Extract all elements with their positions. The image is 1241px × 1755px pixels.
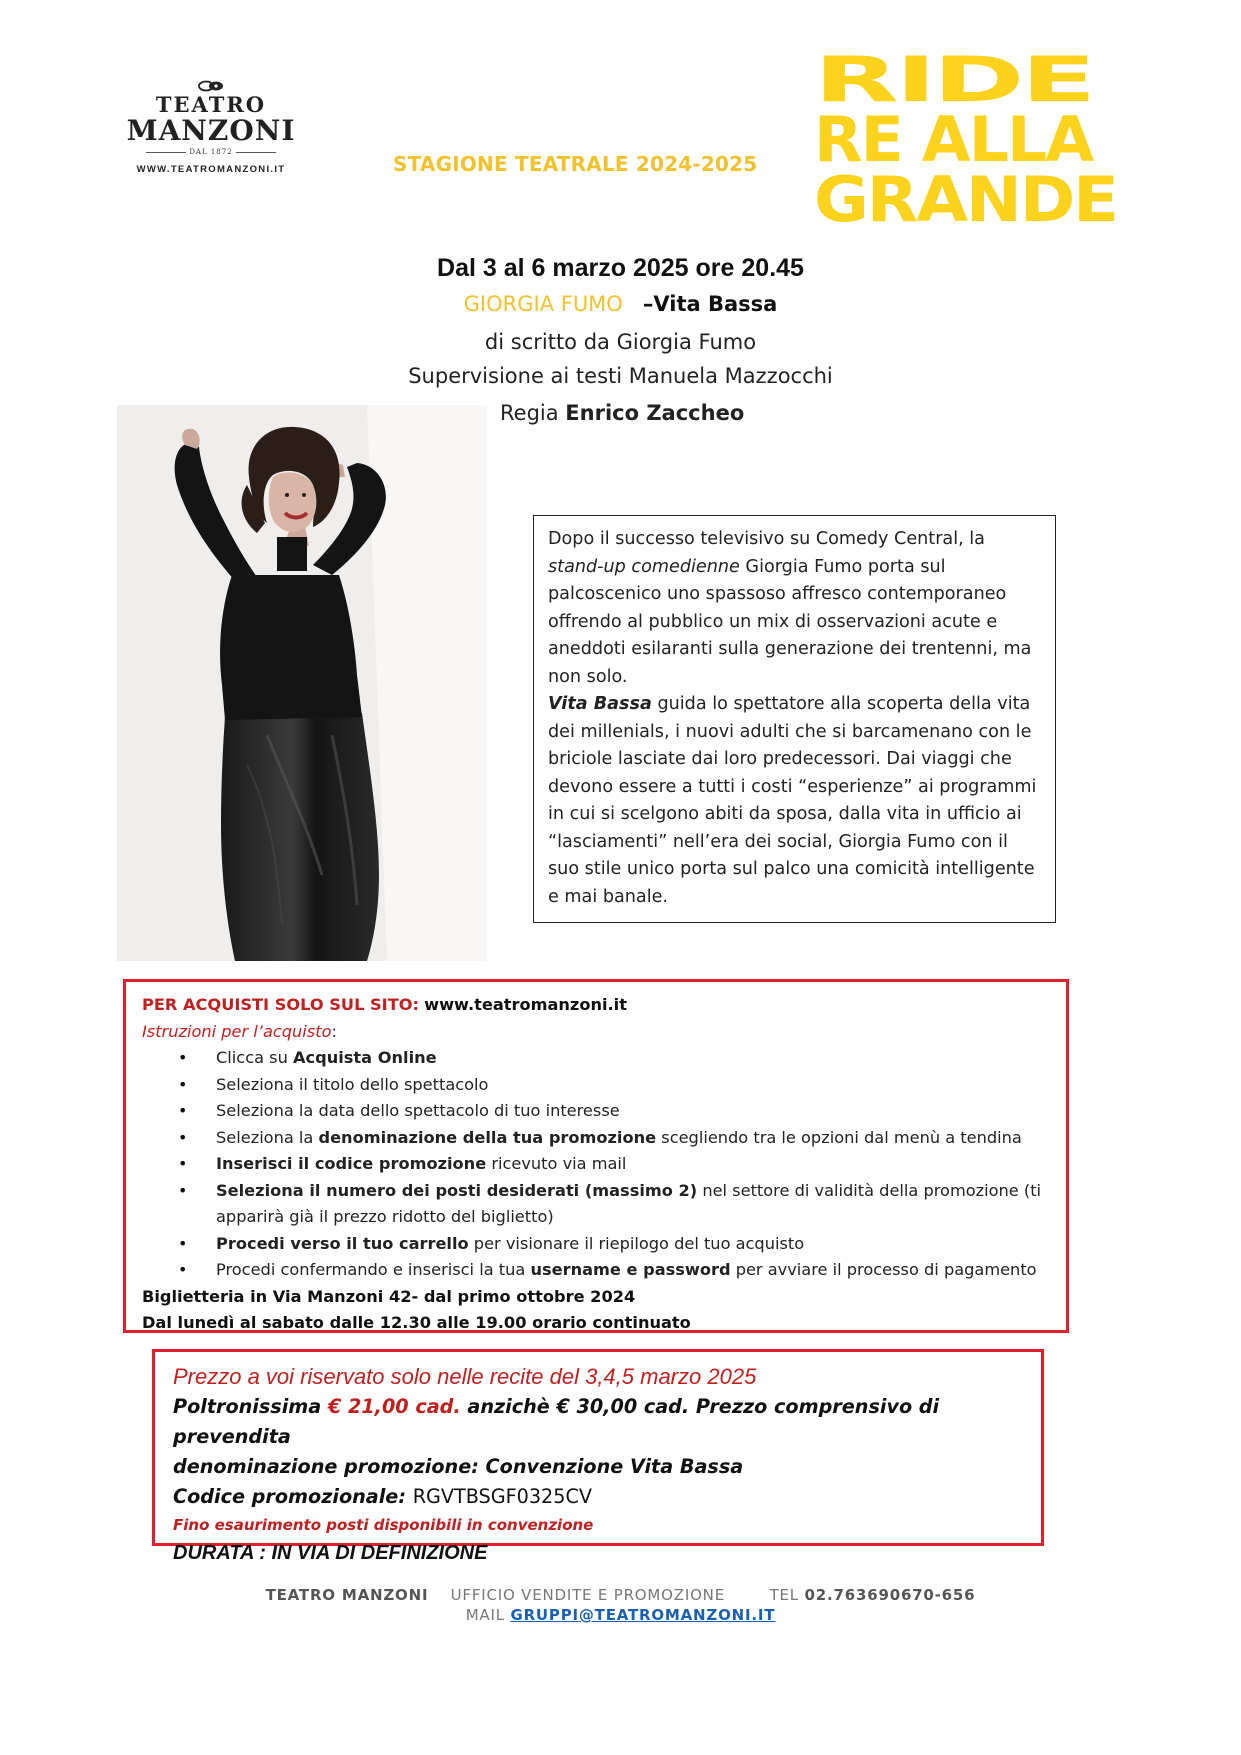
step-item (200, 1045, 1050, 1072)
show-title: –Vita Bassa (642, 292, 778, 316)
logo-url: WWW.TEATROMANZONI.IT (136, 164, 286, 175)
description-emphasis: stand-up comedienne (548, 556, 740, 577)
step-text: nel settore di validità della promozione (ti apparirà già il prezzo ridotto del biglietto) (216, 1180, 1042, 1226)
step-text: Seleziona il titolo dello spettacolo (216, 1074, 489, 1094)
step-emphasis: Procedi verso il tuo carrello (216, 1233, 469, 1253)
supervision: Supervisione ai testi Manuela Mazzocchi (408, 364, 833, 388)
teatro-manzoni-logo (116, 80, 306, 200)
reserved-offer (152, 1349, 1044, 1564)
theatre-mask-icon (197, 80, 225, 92)
description-paragraph (548, 691, 1041, 911)
box-office-address: Biglietteria in Via Manzoni 42- dal primo ottobre 2024 (142, 1286, 636, 1306)
campaign-logo (814, 43, 1147, 236)
director-name: Enrico Zaccheo (565, 401, 745, 425)
step-emphasis: denominazione della tua promozione (318, 1127, 657, 1147)
instructions-label (142, 1019, 1050, 1046)
duration: DURATA : IN VIA DI DEFINIZIONE (173, 1542, 488, 1564)
step-text: Clicca su (216, 1048, 294, 1067)
footer-org: TEATRO MANZONI (265, 1586, 429, 1604)
promo-code-label: Codice promozionale: (173, 1485, 413, 1508)
box-office-hours: Dal lunedì al sabato dalle 12.30 alle 19.00 orario continuato (142, 1313, 691, 1332)
season-title: STAGIONE TEATRALE 2024-2025 (393, 152, 758, 176)
show-description (533, 515, 1056, 923)
offer-title: Prezzo a voi riservato solo nelle recite del 3,4,5 marzo 2025 (173, 1364, 757, 1389)
step-text: Procedi confermando e inserisci la tua (216, 1260, 531, 1279)
step-emphasis: username e password (530, 1260, 731, 1279)
step-text: Seleziona la (216, 1127, 319, 1147)
logo-since (116, 148, 306, 156)
promo-code: RGVTBSGF0325CV (412, 1485, 592, 1508)
footer-office: UFFICIO VENDITE E PROMOZIONE (450, 1586, 725, 1604)
campaign-logo-line: RE ALLA (814, 103, 1093, 176)
purchase-header-label: PER ACQUISTI SOLO SUL SITO: (142, 995, 419, 1014)
footer-mail (0, 1606, 1241, 1624)
step-emphasis: Seleziona il numero dei posti desiderati (massimo 2) (216, 1180, 698, 1200)
promo-name: denominazione promozione: Convenzione Vita Bassa (173, 1455, 744, 1478)
description-paragraph (548, 526, 1041, 691)
campaign-logo-line: GRANDE (814, 163, 1117, 236)
step-text: per visionare il riepilogo del tuo acquisto (468, 1233, 805, 1253)
description-text: Dopo il successo televisivo su Comedy Central, la (548, 529, 985, 549)
step-text: ricevuto via mail (486, 1154, 627, 1173)
artist-name: GIORGIA FUMO (463, 292, 623, 316)
offer-price (173, 1392, 1023, 1452)
divider (236, 152, 276, 153)
campaign-logo-line: RIDE (814, 43, 1093, 116)
step-text: Seleziona la data dello spettacolo di tuo interesse (216, 1101, 620, 1120)
description-show-title: Vita Bassa (548, 694, 652, 714)
step-item (200, 1178, 1050, 1231)
promo-code-line (173, 1482, 1023, 1512)
step-item (200, 1231, 1050, 1258)
description-text: Giorgia Fumo porta sul palcoscenico uno spassoso affresco contemporaneo offrendo al pubblico un mix di osservazioni acute e aneddoti esilaranti sulla generazione dei trentenni, ma non solo. (548, 556, 1032, 687)
director (500, 401, 744, 425)
event-date: Dal 3 al 6 marzo 2025 ore 20.45 (437, 254, 804, 282)
step-item (200, 1125, 1050, 1152)
availability-note: Fino esaurimento posti disponibili in convenzione (173, 1516, 594, 1534)
step-item (200, 1151, 1050, 1178)
purchase-instructions (123, 979, 1069, 1333)
description-text: guida lo spettatore alla scoperta della vita dei millenials, i nuovi adulti che si barcamenano con le briciole lasciate dai loro predecessori. Dai viaggi che devono essere a tutti i costi “esperienze” ai programmi in cui si scelgono abiti da sposa, dalla vita in ufficio ai “lasciamenti” nell’era dei social, Giorgia Fumo con il suo stile unico porta sul palco una comicità intelligente e mai banale. (548, 694, 1037, 907)
step-item (200, 1072, 1050, 1099)
seat-category: Poltronissima (173, 1395, 322, 1418)
step-item (200, 1257, 1050, 1284)
step-emphasis: Inserisci il codice promozione (216, 1154, 487, 1173)
director-label: Regia (500, 401, 559, 425)
logo-manzoni-text: MANZONI (126, 114, 296, 147)
divider (146, 152, 186, 153)
price-details: anzichè € 30,00 cad. Prezzo comprensivo di prevendita (173, 1395, 940, 1448)
footer-tel: 02.763690670-656 (804, 1586, 976, 1604)
logo-since-text: DAL 1872 (189, 148, 233, 156)
steps-list (142, 1045, 1050, 1284)
logo-teatro-text: TEATRO (155, 92, 267, 117)
event-title (0, 292, 1241, 316)
instructions-colon: : (331, 1021, 337, 1041)
footer-tel-label: TEL (769, 1586, 799, 1604)
discount-price: € 21,00 cad. (327, 1395, 461, 1418)
website-link[interactable]: www.teatromanzoni.it (424, 995, 627, 1014)
written-by: di scritto da Giorgia Fumo (484, 330, 757, 354)
purchase-header (142, 992, 1050, 1019)
instructions-label-text: Istruzioni per l’acquisto (142, 1021, 332, 1041)
step-text: scegliendo tra le opzioni dal menù a tendina (656, 1127, 1022, 1147)
footer-mail-label: MAIL (465, 1606, 505, 1624)
footer-contacts (0, 1586, 1241, 1604)
step-item (200, 1098, 1050, 1125)
step-emphasis: Acquista Online (293, 1048, 437, 1067)
step-text: per avviare il processo di pagamento (730, 1260, 1037, 1279)
footer-mail-link[interactable]: GRUPPI@TEATROMANZONI.IT (510, 1606, 776, 1624)
performer-photo (117, 405, 487, 961)
